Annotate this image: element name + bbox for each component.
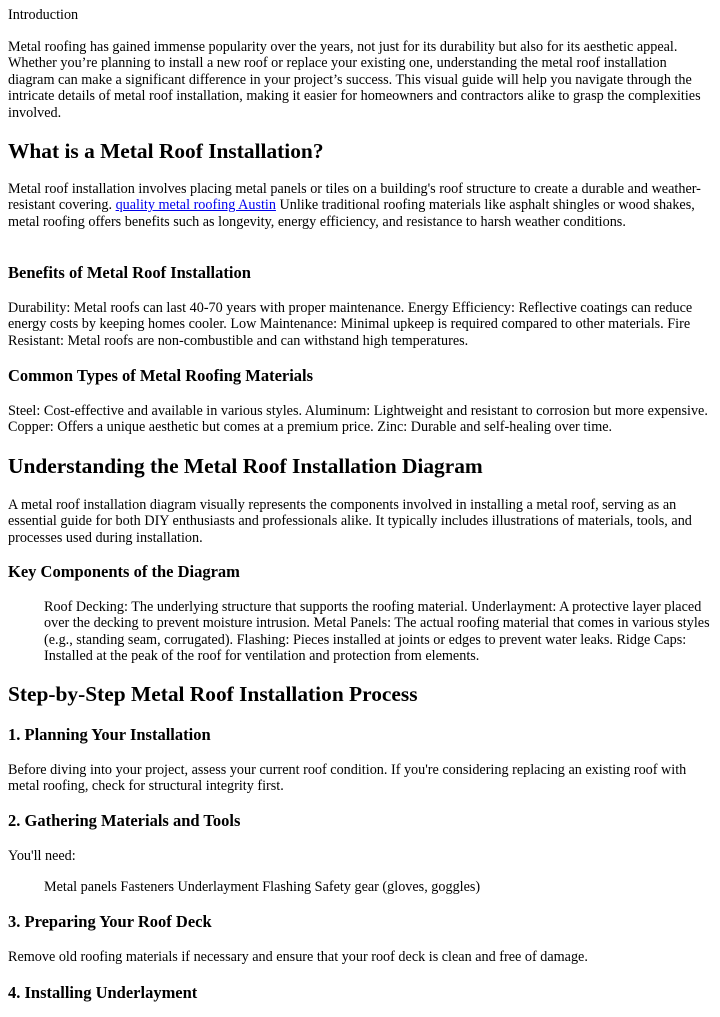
intro-label: Introduction bbox=[8, 7, 79, 23]
heading-step-4: 4. Installing Underlayment bbox=[8, 983, 198, 1002]
heading-step-2: 2. Gathering Materials and Tools bbox=[8, 811, 241, 830]
what-is-text-after: Unlike traditional roofing materials like asphalt shingles or wood shakes, metal roofing offers benefits such as longevity, energy efficiency, and resistance to harsh weather conditions. bbox=[8, 197, 695, 230]
heading-step-3: 3. Preparing Your Roof Deck bbox=[8, 912, 212, 931]
benefits-paragraph: Durability: Metal roofs can last 40-70 years with proper maintenance. Energy Efficiency: Reflective coatings can reduce energy costs by keeping homes cooler. Low Maintenance: Minimal upkeep is required compared to other materials. Fire Resistant: Metal roofs are non-combustible and can withstand high temperatures. bbox=[8, 300, 693, 349]
intro-paragraph: Metal roofing has gained immense popularity over the years, not just for its durability but also for its aesthetic appeal. Whether you’re planning to install a new roof or replace your existing one, understanding the metal roof installation diagram can make a significant difference in your project’s success. This visual guide will help you navigate through the intricate details of metal roof installation, making it easier for homeowners and contractors alike to grasp the complexities involved. bbox=[8, 39, 701, 121]
components-list: Roof Decking: The underlying structure that supports the roofing material. Underlayment: A protective layer placed over the decking to prevent moisture intrusion. Metal Panels: The actual roofing material that comes in various styles (e.g., standing seam, corrugated). Flashing: Pieces installed at joints or edges to prevent water leaks. Ridge Caps: Installed at the peak of the roof for ventilation and protection from elements. bbox=[44, 599, 710, 665]
step-2-paragraph: You'll need: bbox=[8, 848, 76, 864]
heading-types: Common Types of Metal Roofing Materials bbox=[8, 366, 314, 385]
heading-benefits: Benefits of Metal Roof Installation bbox=[8, 263, 251, 282]
heading-step-1: 1. Planning Your Installation bbox=[8, 725, 211, 744]
heading-components: Key Components of the Diagram bbox=[8, 562, 240, 581]
heading-process: Step-by-Step Metal Roof Installation Process bbox=[8, 682, 418, 706]
quality-metal-roofing-link[interactable]: quality metal roofing Austin bbox=[115, 197, 276, 214]
heading-understanding: Understanding the Metal Roof Installation Diagram bbox=[8, 454, 483, 478]
step-3-paragraph: Remove old roofing materials if necessary and ensure that your roof deck is clean and free of damage. bbox=[8, 949, 588, 965]
understanding-paragraph: A metal roof installation diagram visually represents the components involved in installing a metal roof, serving as an essential guide for both DIY enthusiasts and professionals alike. It typically includes illustrations of materials, tools, and processes used during installation. bbox=[8, 497, 692, 546]
heading-what-is: What is a Metal Roof Installation? bbox=[8, 139, 324, 163]
what-is-paragraph bbox=[8, 181, 710, 230]
step-2-list: Metal panels Fasteners Underlayment Flashing Safety gear (gloves, goggles) bbox=[44, 879, 481, 895]
what-is-text-before: Metal roof installation involves placing metal panels or tiles on a building's roof structure to create a durable and weather-resistant covering. bbox=[8, 181, 701, 214]
types-paragraph: Steel: Cost-effective and available in various styles. Aluminum: Lightweight and resistant to corrosion but more expensive. Copper: Offers a unique aesthetic but comes at a premium price. Zinc: Durable and self-healing over time. bbox=[8, 403, 708, 436]
step-1-paragraph: Before diving into your project, assess your current roof condition. If you're considering replacing an existing roof with metal roofing, check for structural integrity first. bbox=[8, 762, 687, 795]
